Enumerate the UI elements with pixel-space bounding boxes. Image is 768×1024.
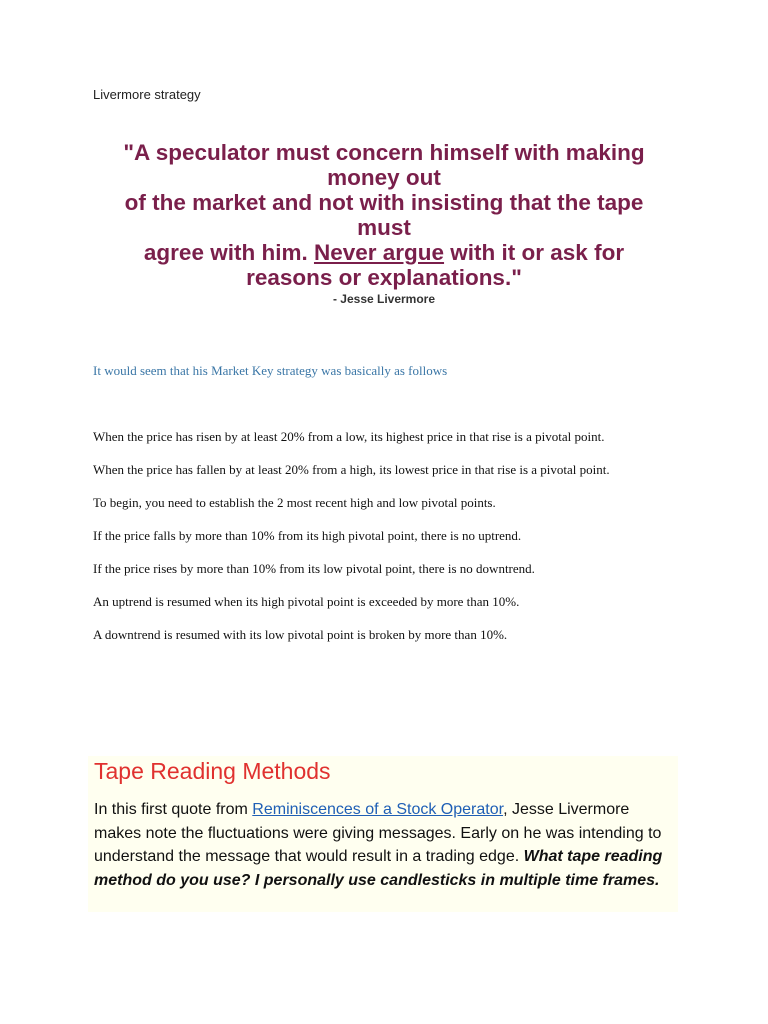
rule-item: If the price falls by more than 10% from its high pivotal point, there is no uptrend. bbox=[93, 528, 522, 543]
quote-line-3-start: agree with him. bbox=[143, 240, 314, 265]
never-argue-underlined: Never argue bbox=[313, 240, 445, 265]
paragraph-text-middle: , Jesse Livermore makes note the fluctuations were giving messages. Early on he was intending to understand the message that would result in a trading edge. bbox=[94, 801, 662, 865]
tape-reading-section bbox=[88, 756, 678, 912]
quote-line-3-end: with it or ask for reasons or explanations." bbox=[246, 240, 625, 290]
paragraph-emphasis: What tape reading method do you use? I personally use candlesticks in multiple time frames. bbox=[94, 848, 663, 889]
quote-attribution: - Jesse Livermore bbox=[332, 292, 436, 306]
rule-item: A downtrend is resumed with its low pivotal point is broken by more than 10%. bbox=[93, 627, 508, 642]
reminiscences-link[interactable]: Reminiscences of a Stock Operator bbox=[252, 801, 504, 818]
rule-item: When the price has fallen by at least 20% from a high, its lowest price in that rise is a pivotal point. bbox=[93, 462, 610, 477]
document-title: Livermore strategy bbox=[93, 87, 201, 102]
rule-item: If the price rises by more than 10% from its low pivotal point, there is no downtrend. bbox=[93, 561, 535, 576]
rule-item: When the price has risen by at least 20% from a low, its highest price in that rise is a pivotal point. bbox=[93, 429, 605, 444]
quote-line-2: of the market and not with insisting that the tape must bbox=[124, 190, 644, 240]
paragraph-text-start: In this first quote from bbox=[94, 801, 253, 818]
strategy-rules-list bbox=[93, 429, 713, 660]
tape-reading-paragraph bbox=[94, 798, 674, 892]
intro-text: It would seem that his Market Key strategy was basically as follows bbox=[93, 363, 448, 378]
rule-item: To begin, you need to establish the 2 most recent high and low pivotal points. bbox=[93, 495, 496, 510]
quote-line-1: "A speculator must concern himself with making money out bbox=[123, 140, 645, 190]
rule-item: An uptrend is resumed when its high pivotal point is exceeded by more than 10%. bbox=[93, 594, 520, 609]
tape-reading-heading: Tape Reading Methods bbox=[94, 758, 331, 784]
livermore-quote bbox=[100, 140, 668, 290]
